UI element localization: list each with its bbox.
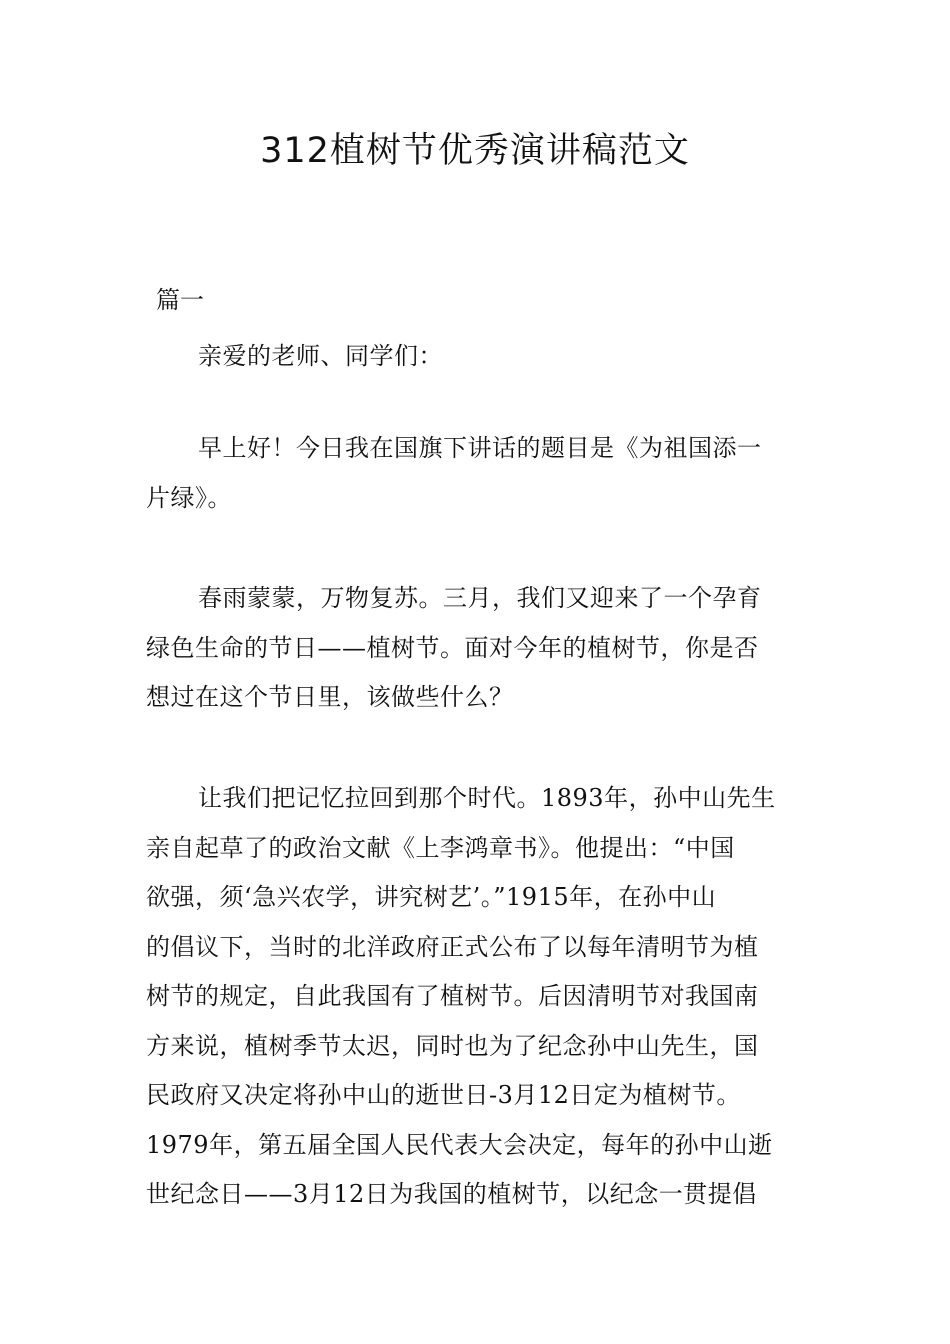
history-paragraph — [146, 774, 822, 1220]
paragraph-line: 树节的规定，自此我国有了植树节。后因清明节对我国南 — [146, 982, 759, 1010]
paragraph-line: 的倡议下，当时的北洋政府正式公布了以每年清明节为植 — [146, 932, 759, 961]
spring-paragraph — [146, 574, 822, 723]
paragraph-line: 绿色生命的节日——植树节。面对今年的植树节，你是否 — [146, 633, 759, 662]
paragraph-line: 方来说，植树季节太迟，同时也为了纪念孙中山先生，国 — [146, 1031, 759, 1060]
paragraph-line: 1979年，第五届全国人民代表大会决定，每年的孙中山逝 — [146, 1130, 773, 1159]
paragraph-line: 民政府又决定将孙中山的逝世日-3月12日定为植树节。 — [146, 1081, 741, 1109]
document-title: 312植树节优秀演讲稿范文 — [260, 131, 690, 171]
paragraph-line: 让我们把记忆拉回到那个时代。1893年，孙中山先生 — [198, 784, 776, 812]
paragraph-line: 想过在这个节日里，该做些什么？ — [146, 683, 514, 711]
paragraph-line: 早上好！今日我在国旗下讲话的题目是《为祖国添一 — [198, 434, 762, 462]
paragraph-line: 欲强，须‘急兴农学，讲究树艺’。”1915年，在孙中山 — [146, 883, 717, 911]
greeting-paragraph — [146, 424, 822, 523]
paragraph-line: 春雨蒙蒙，万物复苏。三月，我们又迎来了一个孕育 — [198, 584, 762, 612]
paragraph-line: 片绿》。 — [146, 483, 232, 512]
salutation-paragraph: 亲爱的老师、同学们： — [198, 342, 443, 370]
paragraph-line: 世纪念日——3月12日为我国的植树节，以纪念一贯提倡 — [146, 1180, 757, 1208]
section-label: 篇一 — [156, 286, 204, 314]
paragraph-line: 亲自起草了的政治文献《上李鸿章书》。他提出：“中国 — [146, 833, 735, 862]
